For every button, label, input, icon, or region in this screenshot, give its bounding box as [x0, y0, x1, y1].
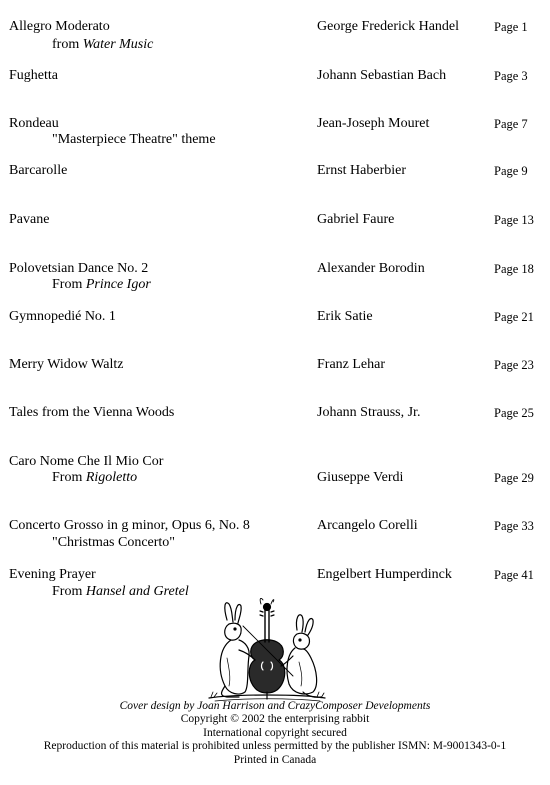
page-number: Page 18	[494, 262, 534, 276]
composer-name: Engelbert Humperdinck	[317, 567, 452, 582]
piece-title: Rondeau	[9, 116, 59, 131]
piece-title: Merry Widow Waltz	[9, 357, 124, 372]
page-number: Page 1	[494, 20, 528, 34]
piece-title: Tales from the Vienna Woods	[9, 405, 175, 420]
page-number: Page 7	[494, 117, 528, 131]
composer-name: Gabriel Faure	[317, 212, 395, 227]
piece-title: Caro Nome Che Il Mio Cor	[9, 454, 164, 469]
piece-subtitle: From Hansel and Gretel	[52, 584, 189, 599]
credits-block	[0, 700, 550, 767]
page-number: Page 25	[494, 406, 534, 420]
piece-subtitle: "Christmas Concerto"	[52, 535, 176, 550]
composer-name: Johann Strauss, Jr.	[317, 405, 421, 420]
composer-name: Giuseppe Verdi	[317, 470, 404, 485]
page-number: Page 3	[494, 69, 528, 83]
rabbits-with-cello-icon	[205, 598, 329, 706]
piece-title: Barcarolle	[9, 163, 68, 178]
composer-name: Alexander Borodin	[317, 261, 425, 276]
piece-title: Gymnopedié No. 1	[9, 309, 116, 324]
piece-title: Fughetta	[9, 68, 58, 83]
cover-design-credit: Cover design by Joan Harrison and CrazyComposer Developments	[119, 700, 431, 712]
piece-title: Evening Prayer	[9, 567, 96, 582]
reproduction-notice: Reproduction of this material is prohibited unless permitted by the publisher ISMN: M-9001343-0-1	[43, 740, 507, 753]
composer-name: Franz Lehar	[317, 357, 386, 372]
piece-title: Allegro Moderato	[9, 19, 110, 34]
composer-name: George Frederick Handel	[317, 19, 460, 34]
page-number: Page 41	[494, 568, 534, 582]
composer-name: Ernst Haberbier	[317, 163, 407, 178]
page-number: Page 23	[494, 358, 534, 372]
page-number: Page 33	[494, 519, 534, 533]
printed-location: Printed in Canada	[233, 753, 317, 766]
composer-name: Jean-Joseph Mouret	[317, 116, 430, 131]
composer-name: Erik Satie	[317, 309, 373, 324]
piece-title: Pavane	[9, 212, 50, 227]
piece-subtitle: from Water Music	[52, 37, 154, 52]
composer-name: Arcangelo Corelli	[317, 518, 418, 533]
page-number: Page 9	[494, 164, 528, 178]
copyright-notice: Copyright © 2002 the enterprising rabbit	[180, 713, 370, 726]
international-copyright: International copyright secured	[203, 726, 347, 739]
page-number: Page 13	[494, 213, 534, 227]
piece-subtitle: "Masterpiece Theatre" theme	[52, 132, 216, 147]
piece-subtitle: From Rigoletto	[52, 470, 138, 485]
page-number: Page 29	[494, 471, 534, 485]
composer-name: Johann Sebastian Bach	[317, 68, 447, 83]
page-number: Page 21	[494, 310, 534, 324]
piece-title: Polovetsian Dance No. 2	[9, 261, 149, 276]
piece-title: Concerto Grosso in g minor, Opus 6, No. 8	[9, 518, 250, 533]
piece-subtitle: From Prince Igor	[52, 277, 151, 292]
